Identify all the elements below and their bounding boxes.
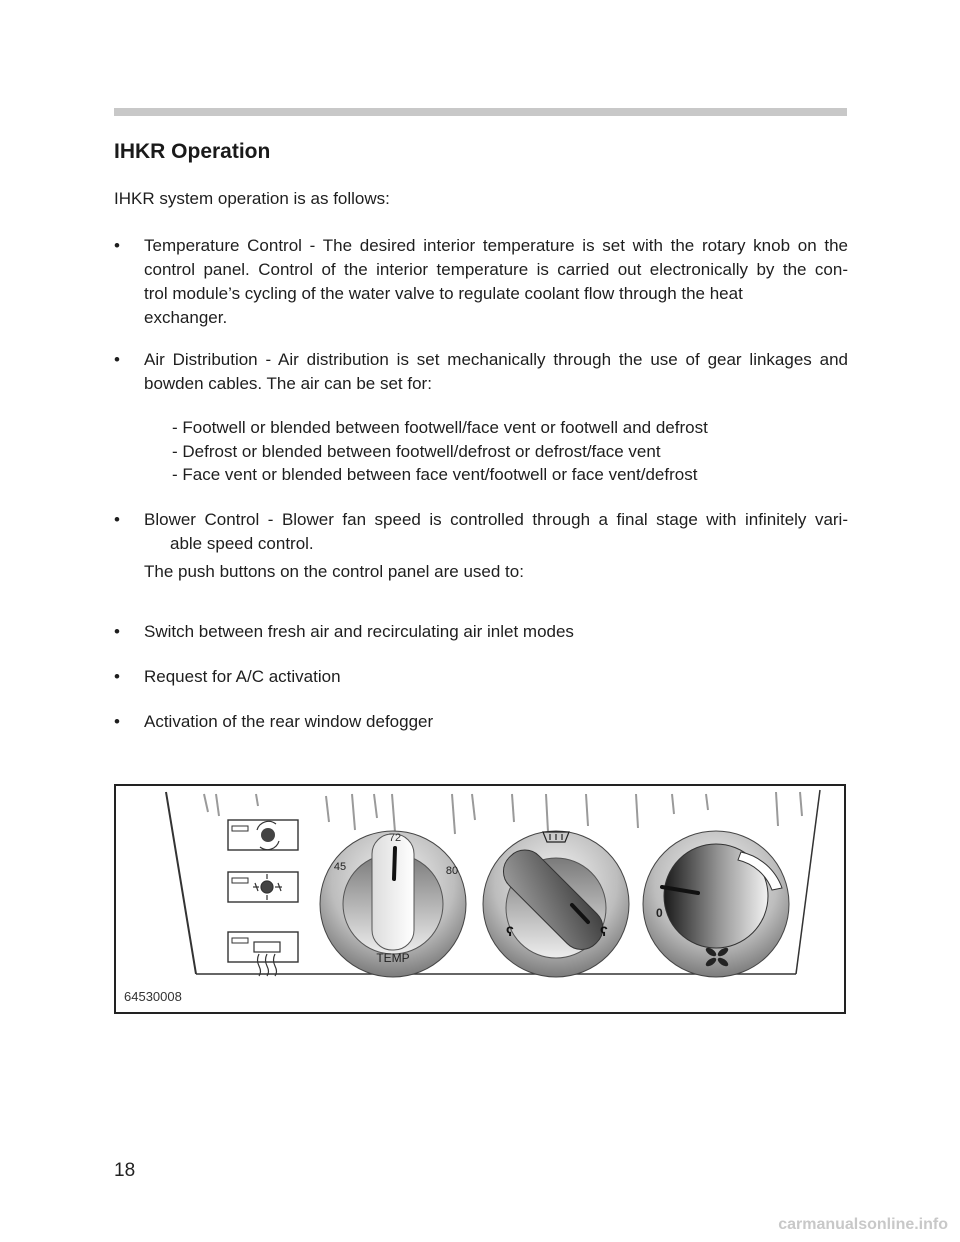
temperature-dial[interactable] bbox=[320, 831, 466, 977]
blower-dial[interactable] bbox=[643, 831, 789, 977]
air-option-face-vent: - Face vent or blended between face vent/footwell or face vent/defrost bbox=[172, 465, 698, 484]
temperature-line: trol module’s cycling of the water valve to regulate coolant flow through the heat bbox=[144, 284, 743, 303]
air-option-defrost: - Defrost or blended between footwell/defrost or defrost/face vent bbox=[172, 442, 661, 461]
control-panel-illustration bbox=[116, 786, 844, 1012]
air-option-footwell: - Footwell or blended between footwell/face vent or footwell and defrost bbox=[172, 418, 708, 437]
temp-scale-45: 45 bbox=[333, 861, 347, 873]
figure-id: 64530008 bbox=[124, 989, 182, 1004]
bullet-dot: • bbox=[114, 667, 120, 686]
bullet-dot: • bbox=[114, 712, 120, 731]
footwell-icon: ʕ bbox=[506, 923, 514, 939]
blower-line: able speed control. bbox=[170, 534, 314, 553]
section-title: IHKR Operation bbox=[114, 140, 271, 163]
temp-scale-80: 80 bbox=[445, 865, 459, 877]
push-button-item: Switch between fresh air and recirculating air inlet modes bbox=[144, 622, 574, 641]
bullet-dot: • bbox=[114, 236, 120, 255]
temperature-line: Temperature Control - The desired interior temperature is set with the rotary knob on the bbox=[144, 236, 848, 255]
bullet-dot: • bbox=[114, 350, 120, 369]
push-button-item: Activation of the rear window defogger bbox=[144, 712, 434, 731]
ac-button[interactable] bbox=[228, 872, 298, 902]
air-distribution-line: bowden cables. The air can be set for: bbox=[144, 374, 432, 393]
intro-text: IHKR system operation is as follows: bbox=[114, 189, 390, 208]
push-button-item: Request for A/C activation bbox=[144, 667, 341, 686]
temperature-line: exchanger. bbox=[144, 308, 228, 327]
page-number: 18 bbox=[114, 1160, 136, 1181]
fan-zero-label: 0 bbox=[656, 906, 663, 920]
air-distribution-line: Air Distribution - Air distribution is set mechanically through the use of gear linkages and bbox=[144, 350, 848, 369]
air-distribution-dial[interactable] bbox=[483, 831, 629, 977]
face-vent-icon: ʕ bbox=[600, 923, 608, 939]
control-panel-figure bbox=[114, 784, 846, 1014]
rear-defogger-button[interactable] bbox=[228, 932, 298, 976]
push-buttons-intro: The push buttons on the control panel are used to: bbox=[144, 562, 524, 581]
temperature-line: control panel. Control of the interior temperature is carried out electronically by the con- bbox=[144, 260, 848, 279]
temp-label: TEMP bbox=[376, 951, 410, 965]
watermark: carmanualsonline.info bbox=[778, 1216, 948, 1233]
top-rule bbox=[114, 108, 847, 116]
blower-line: Blower Control - Blower fan speed is controlled through a final stage with infinitely vari- bbox=[144, 510, 848, 529]
fresh-recirc-button[interactable] bbox=[228, 820, 298, 850]
bullet-dot: • bbox=[114, 510, 120, 529]
bullet-dot: • bbox=[114, 622, 120, 641]
temp-scale-72: 72 bbox=[388, 832, 402, 844]
